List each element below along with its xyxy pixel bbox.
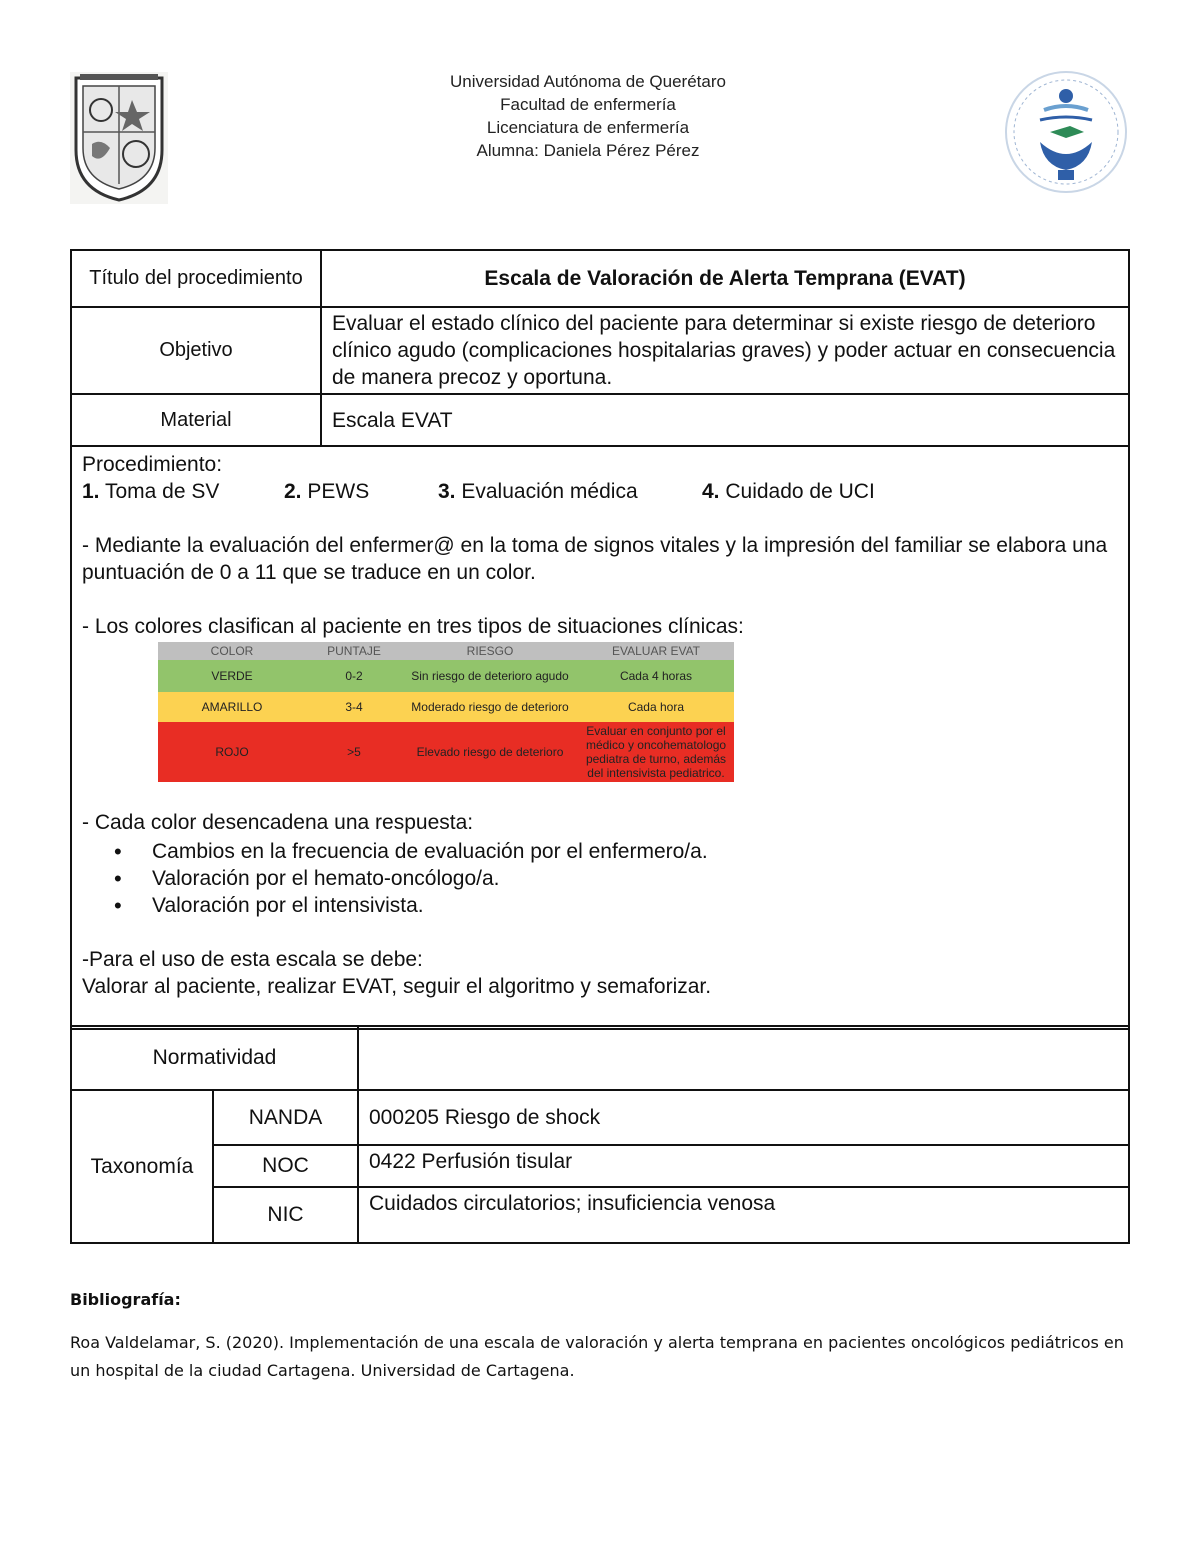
response-list	[82, 838, 1118, 919]
document-header	[300, 70, 876, 162]
procedure-section	[71, 446, 1129, 1029]
step-item: 3. Evaluación médica	[438, 480, 638, 503]
title-label: Título del procedimiento	[71, 250, 321, 307]
paragraph-classification: - Los colores clasifican al paciente en tres tipos de situaciones clínicas:	[82, 615, 744, 638]
objective-label: Objetivo	[71, 307, 321, 394]
nursing-faculty-seal-icon	[1000, 66, 1132, 198]
faculty-seal-logo	[1000, 66, 1132, 198]
header-color: COLOR	[158, 642, 306, 660]
risk-evaluate: Evaluar en conjunto por el médico y oncohematologo pediatra de turno, además del intensivista pediatrico.	[585, 724, 727, 780]
bibliography-entry: Roa Valdelamar, S. (2020). Implementación de una escala de valoración y alerta temprana en pacientes oncológicos pediátricos en un hospital de la ciudad Cartagena. Universidad de Cartagena.	[70, 1333, 1124, 1380]
university-crest-logo	[70, 72, 168, 204]
header-evaluate: EVALUAR EVAT	[578, 642, 734, 660]
risk-evaluate: Cada hora	[627, 700, 685, 714]
normatividad-value	[358, 1026, 1129, 1090]
risk-color: AMARILLO	[201, 700, 263, 714]
normatividad-label: Normatividad	[71, 1026, 358, 1090]
header-score: PUNTAJE	[306, 642, 402, 660]
bibliography-title: Bibliografía:	[70, 1290, 181, 1309]
degree-name: Licenciatura de enfermería	[486, 118, 690, 137]
risk-score: 3-4	[345, 700, 363, 714]
step-item: 1. Toma de SV	[82, 480, 220, 503]
risk-score: >5	[347, 745, 361, 759]
risk-score: 0-2	[345, 669, 363, 683]
risk-level: Elevado riesgo de deterioro	[416, 745, 564, 759]
faculty-name: Facultad de enfermería	[500, 95, 676, 114]
risk-row-green	[158, 660, 734, 692]
taxonomy-key-nanda: NANDA	[213, 1090, 358, 1145]
risk-evaluate: Cada 4 horas	[619, 669, 693, 683]
list-item: • Cambios en la frecuencia de evaluación por el enfermero/a.	[152, 838, 1118, 865]
risk-row-red	[158, 722, 734, 782]
bibliography	[70, 1290, 1130, 1385]
header-risk: RIESGO	[402, 642, 578, 660]
student-name: Alumna: Daniela Pérez Pérez	[476, 141, 700, 160]
taxonomy-key-nic: NIC	[213, 1187, 358, 1243]
step-item: 2. PEWS	[284, 480, 370, 503]
risk-color: VERDE	[211, 669, 253, 683]
risk-table-header	[158, 642, 734, 660]
paragraph-scoring: - Mediante la evaluación del enfermer@ en la toma de signos vitales y la impresión del familiar se elabora una puntuación de 0 a 11 que se traduce en un color.	[82, 534, 1108, 584]
risk-level: Moderado riesgo de deterioro	[411, 700, 569, 714]
material-label: Material	[71, 394, 321, 446]
material-text: Escala EVAT	[321, 394, 1129, 446]
university-crest-icon	[70, 72, 168, 204]
taxonomia-label: Taxonomía	[71, 1090, 213, 1243]
objective-text: Evaluar el estado clínico del paciente para determinar si existe riesgo de deterioro clínico agudo (complicaciones hospitalarias graves) y poder actuar en consecuencia de manera precoz y oportuna.	[321, 307, 1129, 394]
taxonomy-value-noc: 0422 Perfusión tisular	[358, 1145, 1129, 1187]
step-item: 4. Cuidado de UCI	[702, 480, 875, 503]
risk-color: ROJO	[215, 745, 249, 759]
procedure-heading: Procedimiento:	[82, 453, 223, 476]
taxonomy-key-noc: NOC	[213, 1145, 358, 1187]
paragraph-usage: -Para el uso de esta escala se debe:	[82, 948, 423, 971]
risk-color-table	[158, 642, 734, 782]
taxonomy-table	[70, 1025, 1130, 1244]
procedure-steps	[82, 478, 1118, 505]
paragraph-instructions: Valorar al paciente, realizar EVAT, seguir el algoritmo y semaforizar.	[82, 975, 712, 998]
taxonomy-value-nic: Cuidados circulatorios; insuficiencia venosa	[358, 1187, 1129, 1243]
paragraph-response: - Cada color desencadena una respuesta:	[82, 811, 474, 834]
procedure-table	[70, 249, 1130, 1030]
taxonomy-value-nanda: 000205 Riesgo de shock	[358, 1090, 1129, 1145]
list-item: • Valoración por el hemato-oncólogo/a.	[152, 865, 1118, 892]
list-item: • Valoración por el intensivista.	[152, 892, 1118, 919]
risk-level: Sin riesgo de deterioro agudo	[411, 669, 569, 683]
procedure-title: Escala de Valoración de Alerta Temprana (EVAT)	[321, 250, 1129, 307]
university-name: Universidad Autónoma de Querétaro	[450, 72, 726, 91]
risk-row-yellow	[158, 692, 734, 722]
